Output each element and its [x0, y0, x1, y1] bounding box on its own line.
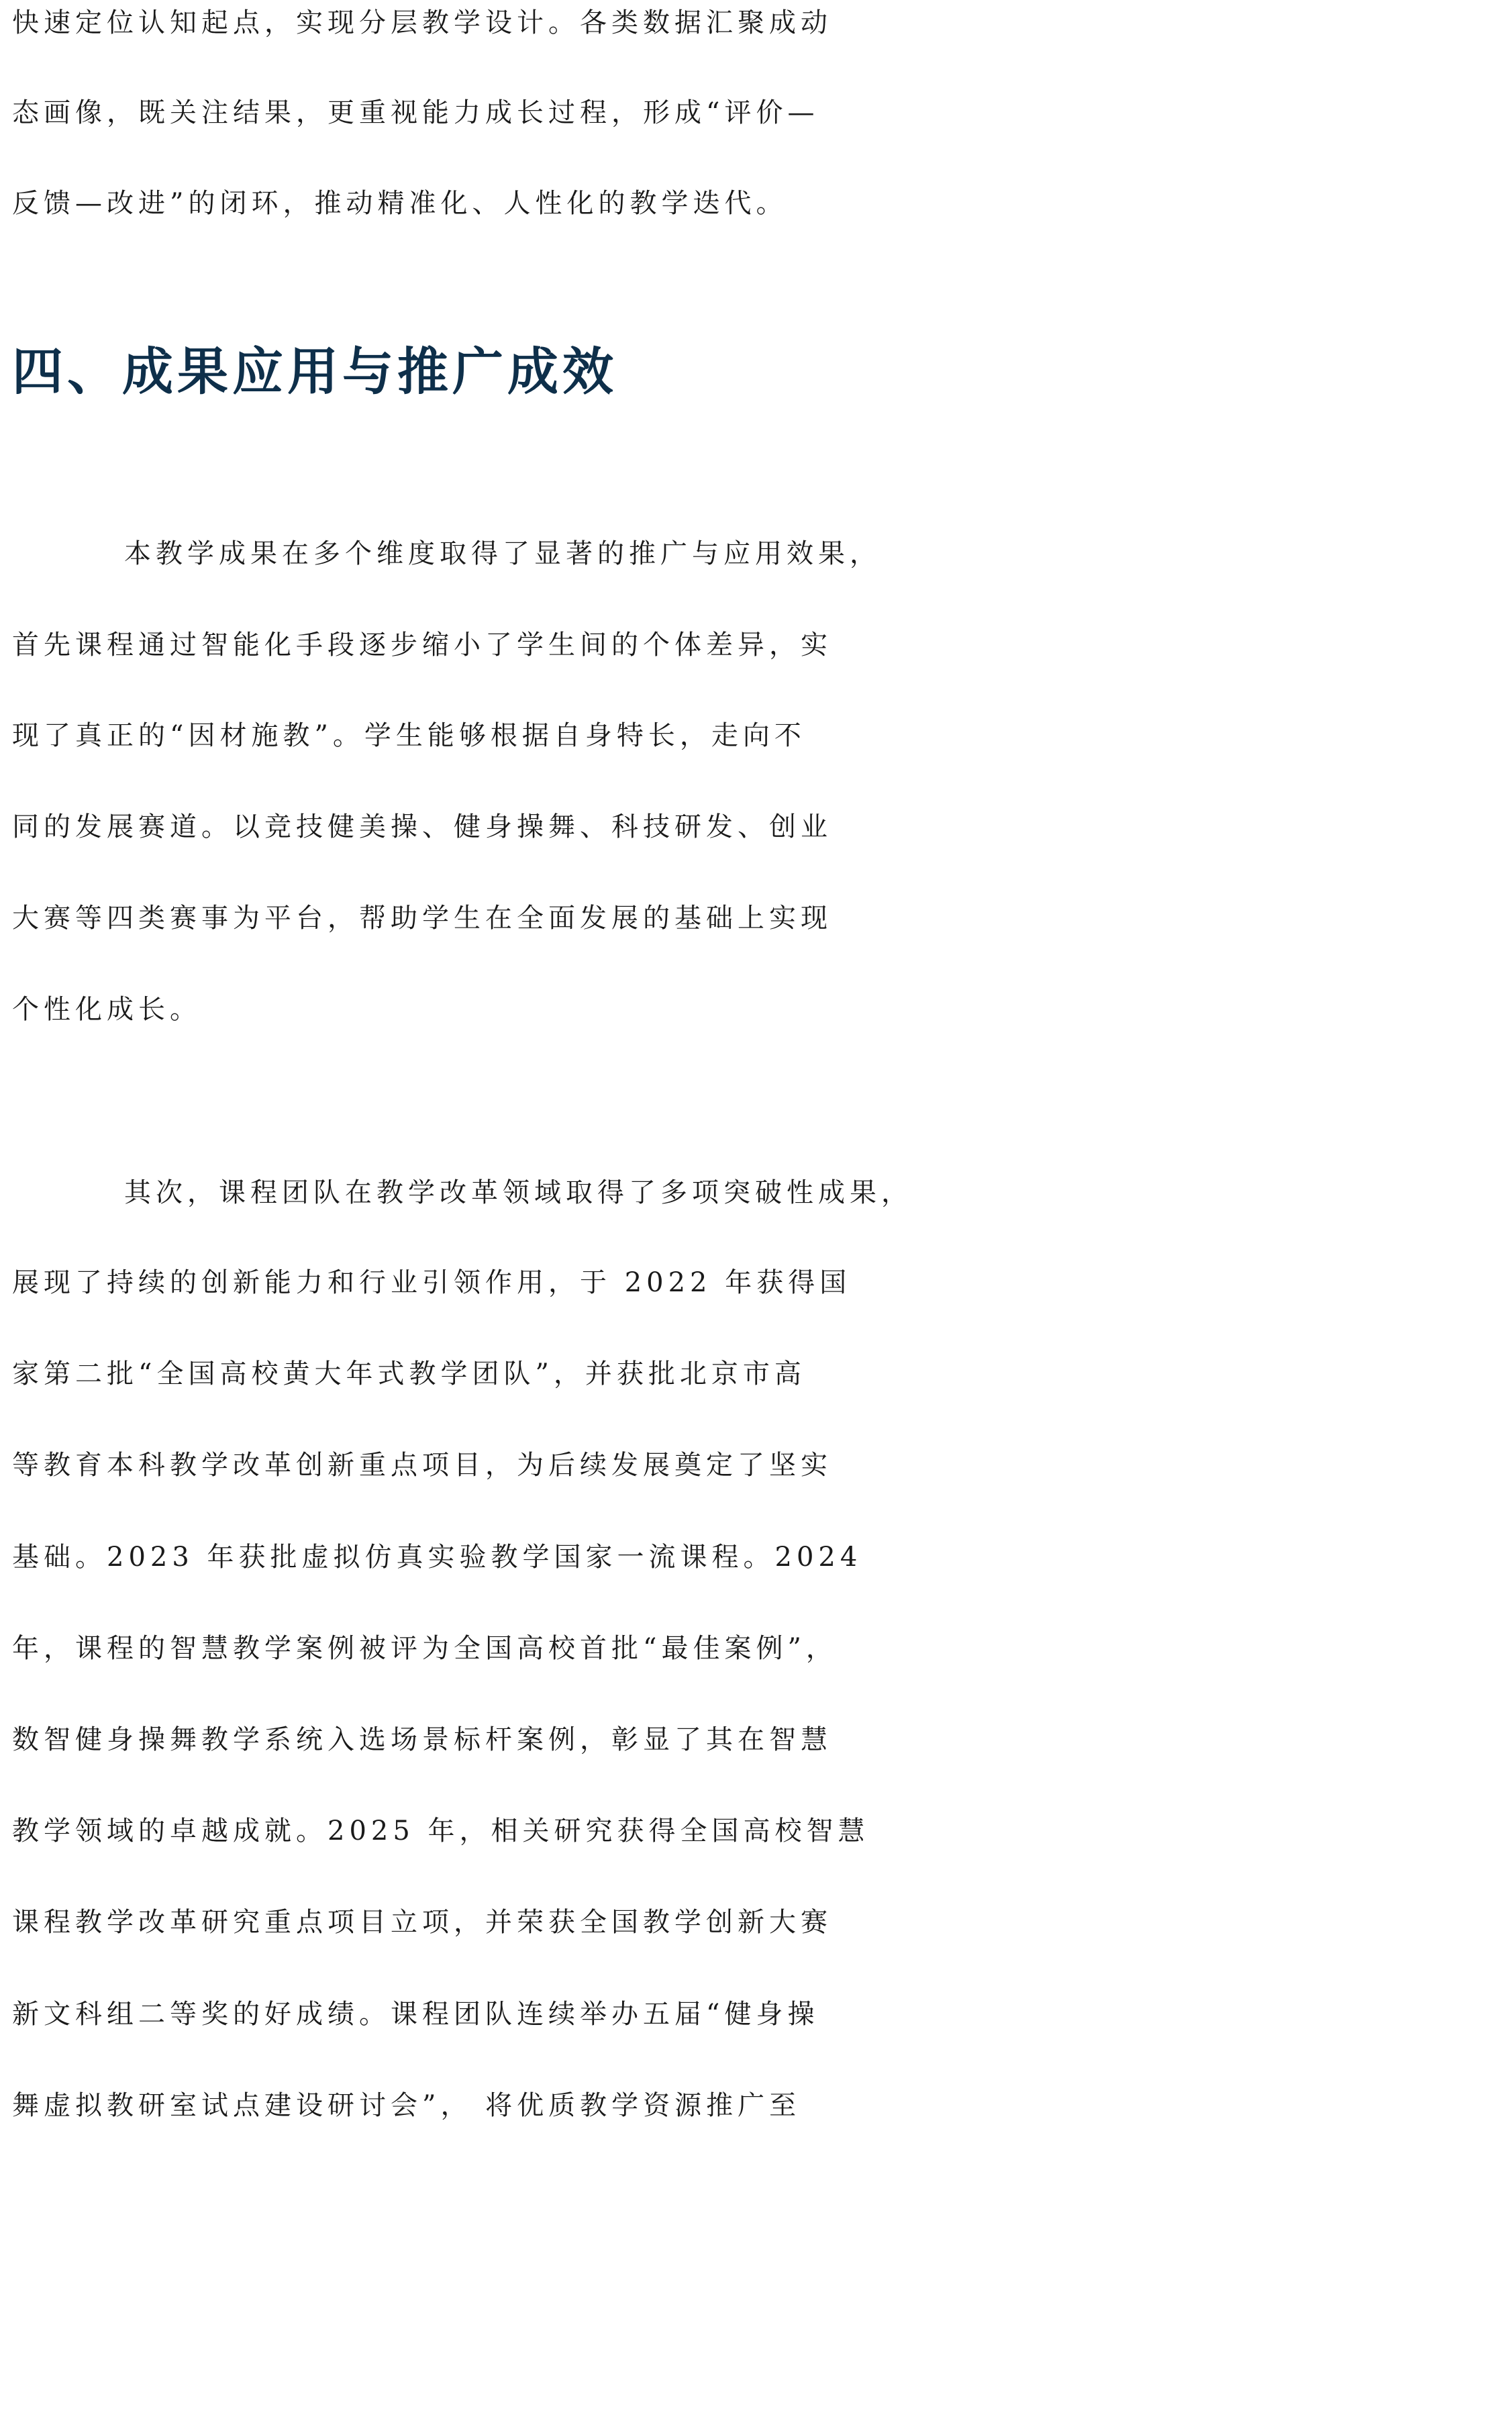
text-line: 舞虚拟教研室试点建设研讨会”， 将优质教学资源推广至 — [12, 2090, 801, 2121]
text-line: 同的发展赛道。以竞技健美操、健身操舞、科技研发、创业 — [12, 811, 832, 842]
text-line: 个性化成长。 — [12, 994, 201, 1025]
text-line: 课程教学改革研究重点项目立项，并荣获全国教学创新大赛 — [12, 1907, 832, 1938]
text-line: 新文科组二等奖的好成绩。课程团队连续举办五届“健身操 — [12, 1999, 819, 2030]
text-line: 反馈—改进”的闭环，推动精准化、人性化的教学迭代。 — [12, 188, 788, 219]
text-line: 现了真正的“因材施教”。学生能够根据自身特长，走向不 — [12, 720, 806, 751]
text-line: 年，课程的智慧教学案例被评为全国高校首批“最佳案例”， — [12, 1633, 838, 1664]
text-line: 态画像，既关注结果，更重视能力成长过程，形成“评价— — [12, 97, 819, 128]
text-line: 教学领域的卓越成就。2025 年，相关研究获得全国高校智慧 — [12, 1816, 870, 1846]
text-line: 数智健身操舞教学系统入选场景标杆案例，彰显了其在智慧 — [12, 1724, 832, 1755]
section-heading: 四、成果应用与推广成效 — [12, 342, 617, 401]
text-line: 快速定位认知起点，实现分层教学设计。各类数据汇聚成动 — [12, 7, 832, 38]
text-line: 基础。2023 年获批虚拟仿真实验教学国家一流课程。2024 — [12, 1542, 862, 1573]
text-line: 等教育本科教学改革创新重点项目，为后续发展奠定了坚实 — [12, 1450, 832, 1481]
text-line: 首先课程通过智能化手段逐步缩小了学生间的个体差异，实 — [12, 630, 832, 660]
text-line: 本教学成果在多个维度取得了显著的推广与应用效果， — [124, 538, 881, 569]
text-line: 展现了持续的创新能力和行业引领作用，于 2022 年获得国 — [12, 1267, 852, 1298]
text-line: 家第二批“全国高校黄大年式教学团队”，并获批北京市高 — [12, 1358, 806, 1389]
text-line: 大赛等四类赛事为平台，帮助学生在全面发展的基础上实现 — [12, 903, 832, 934]
text-line: 其次，课程团队在教学改革领域取得了多项突破性成果， — [124, 1177, 913, 1208]
